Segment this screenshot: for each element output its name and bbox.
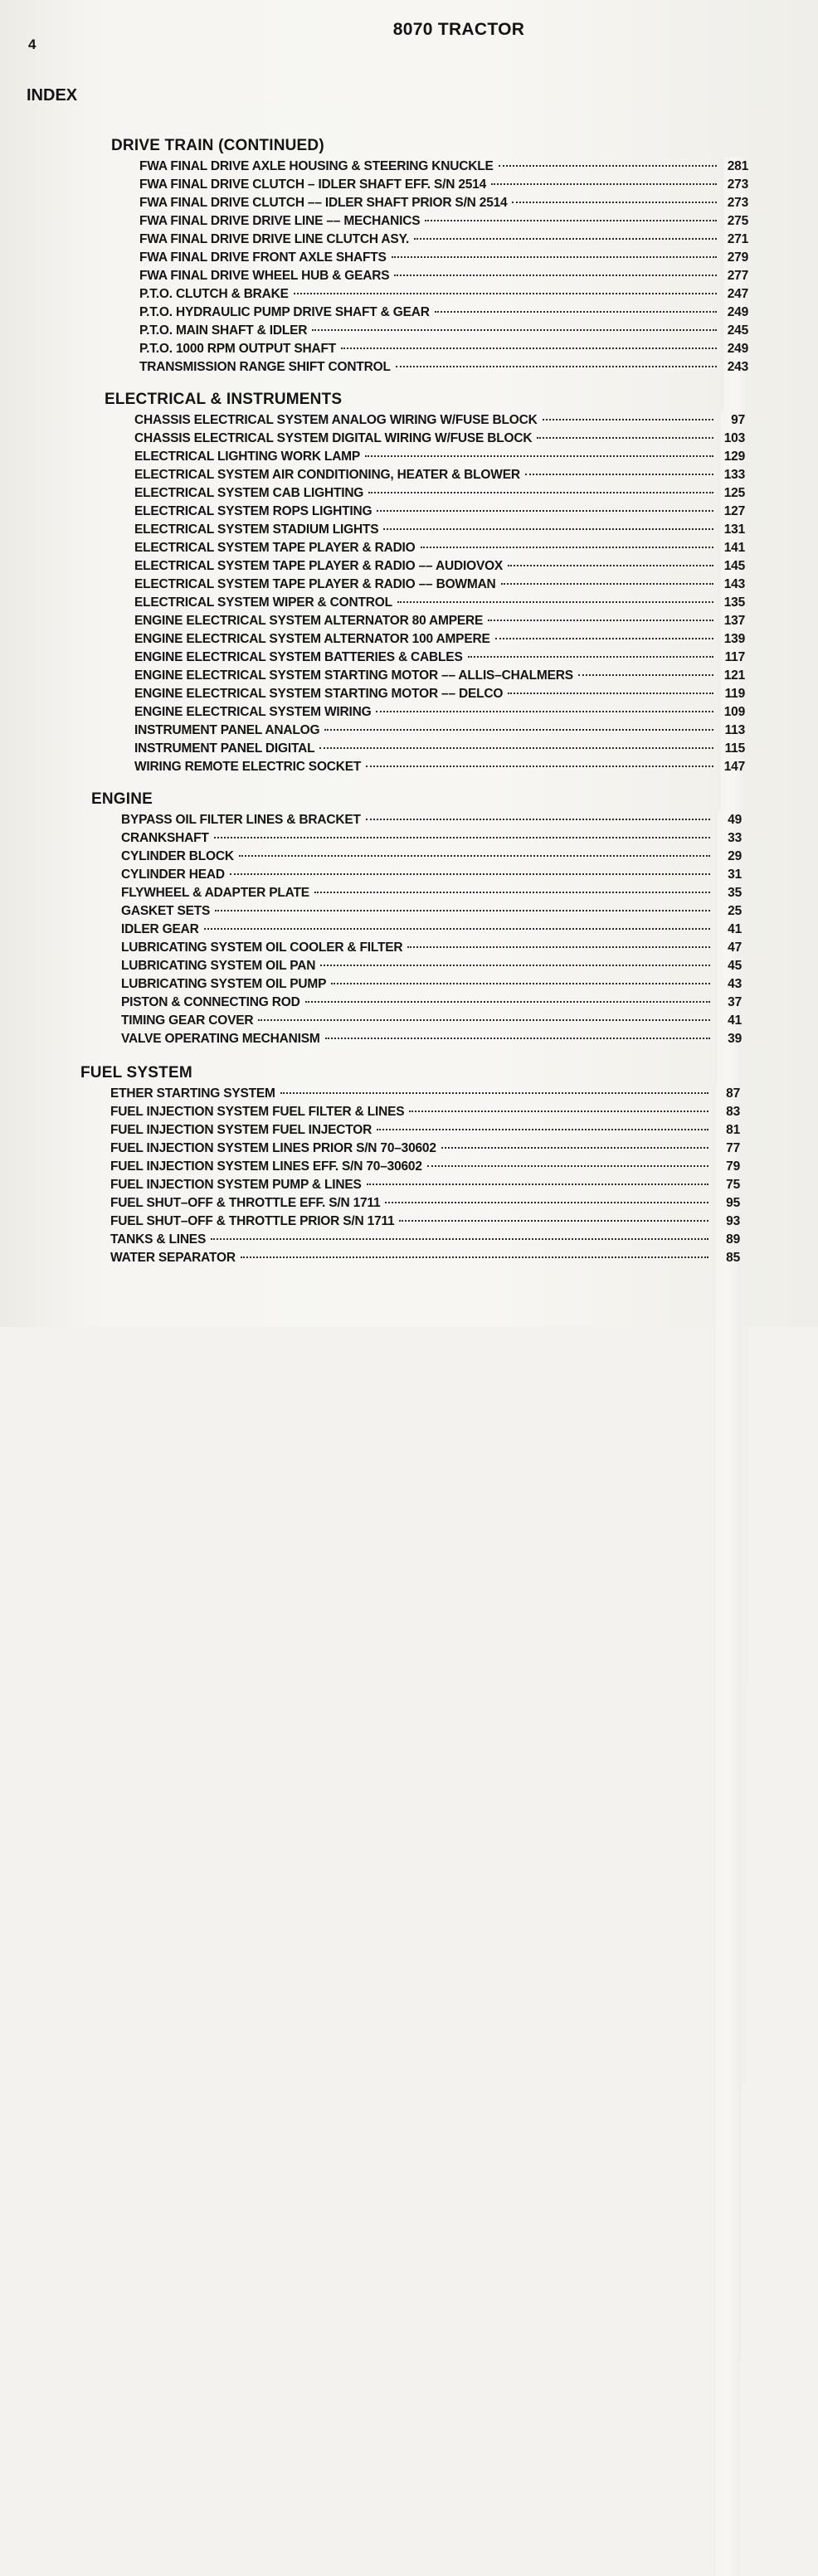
entry-label: TRANSMISSION RANGE SHIFT CONTROL (139, 360, 391, 374)
entry-page-number: 113 (718, 722, 745, 2049)
entry-label: FWA FINAL DRIVE CLUTCH – IDLER SHAFT EFF. S/N 2514 (139, 177, 487, 192)
entry-label: ENGINE ELECTRICAL SYSTEM STARTING MOTOR –– DELCO (134, 687, 504, 701)
index-entry (134, 521, 745, 539)
dot-leader (319, 747, 713, 749)
dot-leader (258, 1019, 710, 1021)
index-entry (134, 740, 745, 758)
entry-page-number: 131 (718, 521, 745, 1848)
index-entry (121, 957, 742, 975)
entry-label: FWA FINAL DRIVE CLUTCH –– IDLER SHAFT PRIOR S/N 2514 (139, 196, 508, 210)
entry-label: ELECTRICAL SYSTEM ROPS LIGHTING (134, 504, 372, 518)
index-entry (110, 1158, 740, 1176)
entry-page-number: 93 (713, 1213, 740, 2540)
entry-page-number: 75 (713, 1176, 740, 2503)
index-entry (121, 811, 742, 829)
section-heading: DRIVE TRAIN (CONTINUED) (111, 137, 324, 154)
entry-page-number: 115 (718, 740, 745, 2067)
entry-label: CRANKSHAFT (121, 831, 209, 845)
index-entry (139, 322, 748, 340)
entry-label: ELECTRICAL SYSTEM STADIUM LIGHTS (134, 522, 379, 537)
entry-page-number: 125 (718, 484, 745, 1811)
dot-leader (367, 1184, 708, 1185)
index-entry (134, 703, 745, 722)
entry-label: TIMING GEAR COVER (121, 1013, 254, 1028)
index-entry (134, 484, 745, 503)
index-entry (139, 285, 748, 304)
entry-page-number: 141 (718, 539, 745, 1866)
entry-page-number: 89 (713, 1231, 740, 2558)
entry-page-number: 31 (715, 866, 742, 2193)
entry-page-number: 33 (715, 829, 742, 2156)
index-entry (134, 594, 745, 612)
index-entry (139, 194, 748, 212)
entry-label: CHASSIS ELECTRICAL SYSTEM ANALOG WIRING W/FUSE BLOCK (134, 413, 538, 427)
index-entry (134, 649, 745, 667)
dot-leader (366, 819, 710, 820)
dot-leader (407, 946, 710, 948)
entry-label: VALVE OPERATING MECHANISM (121, 1032, 320, 1046)
entry-label: CYLINDER HEAD (121, 868, 225, 882)
entry-page-number: 121 (718, 667, 745, 1994)
index-entry (139, 267, 748, 285)
entry-label: P.T.O. 1000 RPM OUTPUT SHAFT (139, 342, 336, 356)
index-entry (110, 1194, 740, 1213)
entry-label: LUBRICATING SYSTEM OIL PAN (121, 959, 316, 973)
entry-label: FWA FINAL DRIVE AXLE HOUSING & STEERING KNUCKLE (139, 159, 494, 173)
entry-page-number: 45 (715, 957, 742, 2284)
dot-leader (394, 275, 717, 276)
entry-label: TANKS & LINES (110, 1232, 207, 1247)
entry-page-number: 277 (722, 267, 748, 1594)
entry-label: WATER SEPARATOR (110, 1251, 236, 1265)
section-heading: ENGINE (91, 790, 153, 808)
dot-leader (421, 547, 713, 548)
dot-leader (211, 1238, 708, 1240)
dot-leader (294, 293, 717, 294)
index-heading: INDEX (27, 86, 78, 104)
dot-leader (425, 220, 717, 221)
index-entry (134, 758, 745, 776)
entry-label: CHASSIS ELECTRICAL SYSTEM DIGITAL WIRING W/FUSE BLOCK (134, 431, 533, 445)
dot-leader (508, 565, 713, 566)
entry-label: ENGINE ELECTRICAL SYSTEM STARTING MOTOR –– ALLIS–CHALMERS (134, 668, 573, 683)
index-entry (121, 921, 742, 939)
dot-leader (414, 238, 717, 240)
entry-page-number: 81 (713, 1121, 740, 2448)
entry-page-number: 129 (718, 448, 745, 1775)
entry-list (91, 811, 742, 1048)
index-entry (134, 448, 745, 466)
dot-leader (280, 1092, 708, 1094)
dot-leader (435, 311, 717, 313)
entry-page-number: 147 (718, 758, 745, 2085)
dot-leader (543, 419, 713, 420)
entry-page-number: 139 (718, 630, 745, 1957)
entry-page-number: 273 (722, 194, 748, 1521)
index-entry (121, 902, 742, 921)
index-entry (134, 411, 745, 430)
index-entry (121, 1012, 742, 1030)
entry-label: FUEL SHUT–OFF & THROTTLE PRIOR S/N 1711 (110, 1214, 395, 1228)
entry-label: FWA FINAL DRIVE FRONT AXLE SHAFTS (139, 250, 387, 265)
dot-leader (383, 528, 713, 530)
entry-page-number: 103 (718, 430, 745, 1757)
entry-label: BYPASS OIL FILTER LINES & BRACKET (121, 813, 361, 827)
index-entry (110, 1085, 740, 1103)
dot-leader (501, 583, 713, 585)
index-entry (139, 340, 748, 358)
index-entry (134, 539, 745, 557)
dot-leader (537, 437, 713, 439)
entry-page-number: 85 (713, 1249, 740, 2576)
entry-label: FUEL INJECTION SYSTEM PUMP & LINES (110, 1178, 362, 1192)
page-number: 4 (28, 36, 37, 52)
dot-leader (399, 1220, 708, 1222)
entry-page-number: 135 (718, 594, 745, 1921)
entry-page-number: 137 (718, 612, 745, 1939)
entry-label: ELECTRICAL SYSTEM TAPE PLAYER & RADIO (134, 541, 416, 555)
index-entry (121, 829, 742, 848)
index-entry (139, 176, 748, 194)
entry-page-number: 243 (722, 358, 748, 1685)
section-electrical-instruments (0, 388, 818, 776)
index-entry (134, 430, 745, 448)
index-entry (121, 1030, 742, 1048)
entry-page-number: 249 (722, 304, 748, 1631)
section-heading: FUEL SYSTEM (80, 1064, 192, 1081)
entry-label: FWA FINAL DRIVE WHEEL HUB & GEARS (139, 269, 390, 283)
dot-leader (512, 202, 717, 203)
entry-page-number: 43 (715, 975, 742, 2302)
entry-page-number: 247 (722, 285, 748, 1612)
dot-leader (495, 638, 713, 639)
entry-label: P.T.O. HYDRAULIC PUMP DRIVE SHAFT & GEAR (139, 305, 430, 319)
index-entry (134, 557, 745, 576)
entry-label: FUEL INJECTION SYSTEM FUEL FILTER & LINES (110, 1105, 405, 1119)
dot-leader (491, 183, 717, 185)
dot-leader (325, 1038, 710, 1039)
dot-leader (241, 1256, 708, 1258)
entry-label: FUEL INJECTION SYSTEM LINES EFF. S/N 70–30602 (110, 1159, 422, 1174)
dot-leader (365, 455, 713, 457)
entry-page-number: 41 (715, 1012, 742, 2339)
index-entry (139, 231, 748, 249)
entry-label: FUEL INJECTION SYSTEM LINES PRIOR S/N 70–30602 (110, 1141, 436, 1155)
index-entry (110, 1103, 740, 1121)
entry-label: ELECTRICAL SYSTEM CAB LIGHTING (134, 486, 364, 500)
index-entry (134, 630, 745, 649)
entry-label: LUBRICATING SYSTEM OIL PUMP (121, 977, 327, 991)
entry-page-number: 29 (715, 848, 742, 2175)
index-entry (139, 358, 748, 377)
section-heading: ELECTRICAL & INSTRUMENTS (105, 391, 343, 408)
page-title (0, 20, 818, 40)
dot-leader (578, 674, 713, 676)
dot-leader (392, 256, 717, 258)
dot-leader (230, 873, 710, 875)
dot-leader (239, 855, 710, 857)
dot-leader (376, 711, 713, 712)
dot-leader (312, 329, 717, 331)
entry-page-number: 37 (715, 994, 742, 2321)
entry-page-number: 87 (713, 1085, 740, 2412)
index-entry (121, 994, 742, 1012)
dot-leader (341, 348, 717, 349)
entry-page-number: 39 (715, 1030, 742, 2357)
dot-leader (397, 601, 713, 603)
entry-label: ENGINE ELECTRICAL SYSTEM ALTERNATOR 100 AMPERE (134, 632, 490, 646)
entry-label: FWA FINAL DRIVE DRIVE LINE CLUTCH ASY. (139, 232, 410, 246)
dot-leader (215, 910, 710, 911)
entry-label: INSTRUMENT PANEL ANALOG (134, 723, 320, 737)
entry-page-number: 117 (718, 649, 745, 1976)
index-entry (110, 1176, 740, 1194)
entry-label: CYLINDER BLOCK (121, 849, 234, 863)
index-entry (134, 503, 745, 521)
entry-page-number: 83 (713, 1103, 740, 2430)
dot-leader (314, 892, 710, 893)
entry-page-number: 245 (722, 322, 748, 1649)
entry-page-number: 77 (713, 1140, 740, 2467)
entry-label: P.T.O. MAIN SHAFT & IDLER (139, 323, 308, 338)
entry-page-number: 143 (718, 576, 745, 1903)
entry-page-number: 279 (722, 249, 748, 1576)
entry-label: FUEL SHUT–OFF & THROTTLE EFF. S/N 1711 (110, 1196, 381, 1210)
dot-leader (409, 1111, 708, 1112)
entry-label: PISTON & CONNECTING ROD (121, 995, 300, 1009)
index-entry (121, 884, 742, 902)
index-entry (139, 212, 748, 231)
section-fuel-system (0, 1062, 818, 1267)
section-drive-train (0, 134, 818, 377)
index-entry (121, 939, 742, 957)
entry-page-number: 47 (715, 939, 742, 2266)
index-entry (134, 612, 745, 630)
dot-leader (468, 656, 713, 658)
entry-label: FUEL INJECTION SYSTEM FUEL INJECTOR (110, 1123, 372, 1137)
entry-label: ETHER STARTING SYSTEM (110, 1086, 275, 1101)
index-entry (121, 975, 742, 994)
entry-page-number: 79 (713, 1158, 740, 2485)
entry-page-number: 49 (715, 811, 742, 2138)
dot-leader (204, 928, 710, 930)
entry-page-number: 273 (722, 176, 748, 1503)
entry-page-number: 25 (715, 902, 742, 2229)
entry-label: ENGINE ELECTRICAL SYSTEM WIRING (134, 705, 372, 719)
entry-page-number: 35 (715, 884, 742, 2211)
dot-leader (508, 693, 713, 694)
entry-page-number: 97 (718, 411, 745, 1738)
dot-leader (441, 1147, 708, 1149)
entry-page-number: 275 (722, 212, 748, 1539)
index-entry (134, 466, 745, 484)
index-entry (110, 1121, 740, 1140)
entry-label: INSTRUMENT PANEL DIGITAL (134, 741, 315, 756)
entry-page-number: 133 (718, 466, 745, 1793)
entry-label: ELECTRICAL SYSTEM WIPER & CONTROL (134, 595, 392, 610)
entry-label: FLYWHEEL & ADAPTER PLATE (121, 886, 309, 900)
index-entry (139, 249, 748, 267)
entry-list (105, 411, 745, 776)
entry-page-number: 95 (713, 1194, 740, 2521)
entry-list (111, 158, 748, 377)
dot-leader (427, 1165, 708, 1167)
dot-leader (324, 729, 713, 731)
index-sections (0, 134, 818, 1267)
entry-list (80, 1085, 740, 1267)
dot-leader (377, 510, 713, 512)
index-entry (139, 304, 748, 322)
dot-leader (396, 366, 717, 367)
index-entry (110, 1140, 740, 1158)
entry-page-number: 145 (718, 557, 745, 1884)
index-entry (110, 1249, 740, 1267)
entry-label: ENGINE ELECTRICAL SYSTEM ALTERNATOR 80 AMPERE (134, 614, 484, 628)
entry-page-number: 271 (722, 231, 748, 1558)
entry-label: IDLER GEAR (121, 922, 199, 936)
index-entry (121, 848, 742, 866)
index-entry (110, 1213, 740, 1231)
dot-leader (499, 165, 717, 167)
dot-leader (331, 983, 710, 984)
entry-page-number: 41 (715, 921, 742, 2248)
entry-page-number: 127 (718, 503, 745, 1830)
page-title-text: 8070 TRACTOR (392, 20, 525, 39)
entry-page-number: 109 (718, 703, 745, 2030)
entry-label: GASKET SETS (121, 904, 211, 918)
index-entry (134, 722, 745, 740)
dot-leader (377, 1129, 708, 1130)
entry-page-number: 249 (722, 340, 748, 1667)
entry-label: LUBRICATING SYSTEM OIL COOLER & FILTER (121, 940, 403, 955)
entry-label: ENGINE ELECTRICAL SYSTEM BATTERIES & CABLES (134, 650, 463, 664)
dot-leader (525, 474, 713, 475)
index-entry (134, 685, 745, 703)
dot-leader (368, 492, 713, 493)
entry-label: P.T.O. CLUTCH & BRAKE (139, 287, 289, 301)
entry-label: ELECTRICAL SYSTEM AIR CONDITIONING, HEATER & BLOWER (134, 468, 520, 482)
dot-leader (320, 965, 710, 966)
index-entry (139, 158, 748, 176)
index-entry (110, 1231, 740, 1249)
dot-leader (214, 837, 710, 838)
dot-leader (385, 1202, 708, 1203)
index-entry (134, 576, 745, 594)
entry-label: ELECTRICAL SYSTEM TAPE PLAYER & RADIO –– AUDIOVOX (134, 559, 504, 573)
dot-leader (305, 1001, 710, 1003)
section-engine (0, 788, 818, 1048)
entry-label: WIRING REMOTE ELECTRIC SOCKET (134, 760, 362, 774)
entry-label: ELECTRICAL LIGHTING WORK LAMP (134, 450, 361, 464)
index-entry (121, 866, 742, 884)
entry-page-number: 119 (718, 685, 745, 2012)
dot-leader (366, 766, 713, 767)
entry-label: FWA FINAL DRIVE DRIVE LINE –– MECHANICS (139, 214, 421, 228)
index-entry (134, 667, 745, 685)
entry-label: ELECTRICAL SYSTEM TAPE PLAYER & RADIO –– BOWMAN (134, 577, 496, 591)
entry-page-number: 281 (722, 158, 748, 1485)
dot-leader (488, 620, 713, 621)
